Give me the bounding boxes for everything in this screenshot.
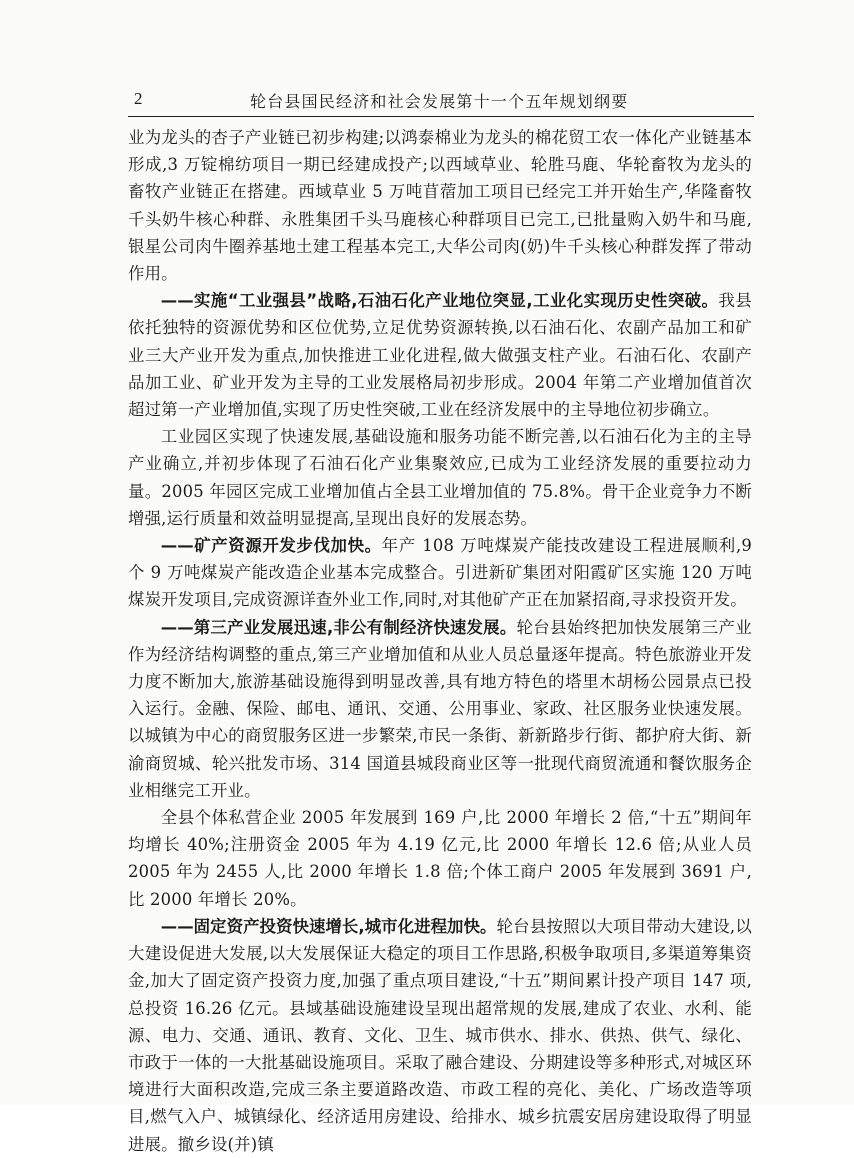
paragraph-6-text: 全县个体私营企业 2005 年发展到 169 户,比 2000 年增长 2 倍,“十五”期间年均增长 40%;注册资金 2005 年为 4.19 亿元,比 2000 年增长 12.6 倍;从业人员 2005 年为 2455 人,比 2000 年增长 1.8 倍;个体工商户 2005 年发展到 3691 户,比 2000 年增长 20%。 (128, 808, 752, 909)
paragraph-2 (128, 287, 752, 423)
paragraph-2-text: 我县依托独特的资源优势和区位优势,立足优势资源转换,以石油石化、农副产品加工和矿业三大产业开发为重点,加快推进工业化进程,做大做强支柱产业。石油石化、农副产品加工业、矿业开发为主导的工业发展格局初步形成。2004 年第二产业增加值首次超过第一产业增加值,实现了历史性突破,工业在经济发展中的主导地位初步确立。 (128, 291, 752, 420)
paragraph-4-text: 年产 108 万吨煤炭产能技改建设工程进展顺利,9 个 9 万吨煤炭产能改造企业基本完成整合。引进新矿集团对阳霞矿区实施 120 万吨煤炭开发项目,完成资源详查外业工作,同时,对其他矿产正在加紧招商,寻求投资开发。 (128, 536, 752, 610)
paragraph-4-heading: ——矿产资源开发步伐加快。 (160, 536, 382, 556)
page-number: 2 (134, 89, 143, 108)
paragraph-7 (128, 913, 752, 1158)
paragraph-3 (128, 423, 752, 532)
page-header (128, 86, 754, 117)
paragraph-3-text: 工业园区实现了快速发展,基础设施和服务功能不断完善,以石油石化为主的主导产业确立,并初步体现了石油石化产业集聚效应,已成为工业经济发展的重要拉动力量。2005 年园区完成工业增加值占全县工业增加值的 75.8%。骨干企业竞争力不断增强,运行质量和效益明显提高,呈现出良好的发展态势。 (128, 427, 752, 528)
body-text (128, 124, 752, 1158)
paragraph-5 (128, 614, 752, 804)
paragraph-2-heading: ——实施“工业强县”战略,石油石化产业地位突显,工业化实现历史性突破。 (160, 291, 719, 311)
running-title: 轮台县国民经济和社会发展第十一个五年规划纲要 (250, 92, 629, 111)
paragraph-6 (128, 804, 752, 913)
paragraph-1-text: 业为龙头的杏子产业链已初步构建;以鸿泰棉业为龙头的棉花贸工农一体化产业链基本形成,3 万锭棉纺项目一期已经建成投产;以西域草业、轮胜马鹿、华轮畜牧为龙头的畜牧产业链正在搭建。西域草业 5 万吨苜蓿加工项目已经完工并开始生产,华隆畜牧千头奶牛核心种群、永胜集团千头马鹿核心种群项目已完工,已批量购入奶牛和马鹿,银星公司肉牛圈养基地土建工程基本完工,大华公司肉(奶)牛千头核心种群发挥了带动作用。 (128, 128, 752, 284)
paragraph-1 (128, 124, 752, 287)
paragraph-7-text: 轮台县按照以大项目带动大建设,以大建设促进大发展,以大发展保证大稳定的项目工作思路,积极争取项目,多渠道筹集资金,加大了固定资产投资力度,加强了重点项目建设,“十五”期间累计投产项目 147 项,总投资 16.26 亿元。县域基础设施建设呈现出超常规的发展,建成了农业、水利、能源、电力、交通、通讯、教育、文化、卫生、城市供水、排水、供热、供气、绿化、市政于一体的一大批基础设施项目。采取了融合建设、分期建设等多种形式,对城区环境进行大面积改造,完成三条主要道路改造、市政工程的亮化、美化、广场改造等项目,燃气入户、城镇绿化、经济适用房建设、给排水、城乡抗震安居房建设取得了明显进展。撤乡设(并)镇 (128, 916, 752, 1154)
paragraph-5-text: 轮台县始终把加快发展第三产业作为经济结构调整的重点,第三产业增加值和从业人员总量逐年提高。特色旅游业开发力度不断加大,旅游基础设施得到明显改善,具有地方特色的塔里木胡杨公园景点已投入运行。金融、保险、邮电、通讯、交通、公用事业、家政、社区服务业快速发展。以城镇为中心的商贸服务区进一步繁荣,市民一条街、新新路步行街、都护府大街、新渝商贸城、轮兴批发市场、314 国道县城段商业区等一批现代商贸流通和餐饮服务企业相继完工开业。 (128, 617, 752, 800)
paragraph-7-heading: ——固定资产投资快速增长,城市化进程加快。 (160, 916, 497, 936)
paragraph-4 (128, 532, 752, 614)
paragraph-5-heading: ——第三产业发展迅速,非公有制经济快速发展。 (160, 617, 517, 637)
